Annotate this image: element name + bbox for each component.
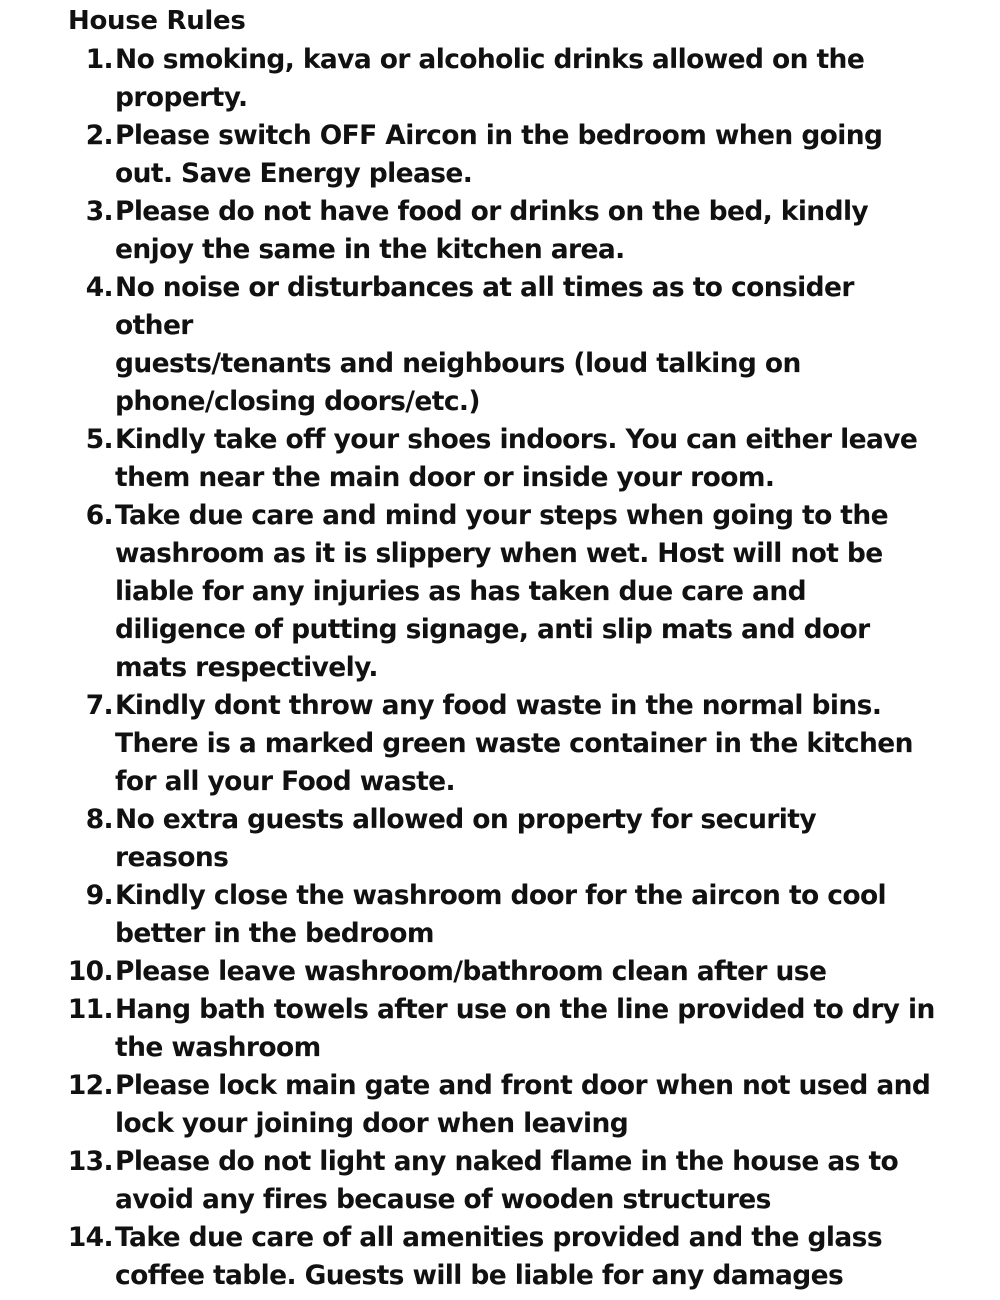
rule-text-line: diligence of putting signage, anti slip mats and door <box>115 614 870 645</box>
rule-text-line: for all your Food waste. <box>115 766 456 797</box>
rule-number: 9. <box>85 880 113 911</box>
rule-text-line: Please leave washroom/bathroom clean after use <box>115 956 827 987</box>
rule-item <box>0 1219 1000 1295</box>
rule-text-line: avoid any fires because of wooden structures <box>115 1184 771 1215</box>
rule-text-line: reasons <box>115 842 229 873</box>
rule-text-line: the washroom <box>115 1032 321 1063</box>
rule-text-line: them near the main door or inside your room. <box>115 462 775 493</box>
rule-number: 2. <box>85 120 113 151</box>
rule-text-line: better in the bedroom <box>115 918 434 949</box>
rule-number: 10. <box>67 956 113 987</box>
rule-text <box>115 497 937 687</box>
rule-number: 6. <box>85 500 113 531</box>
rule-text <box>115 1143 937 1219</box>
rule-text-line: lock your joining door when leaving <box>115 1108 629 1139</box>
rule-item <box>0 41 1000 117</box>
rule-text-line: liable for any injuries as has taken due care and <box>115 576 806 607</box>
rule-number: 8. <box>85 804 113 835</box>
rule-text-line: Take due care and mind your steps when going to the <box>115 500 889 531</box>
rule-number: 11. <box>67 994 113 1025</box>
rule-text <box>115 421 937 497</box>
rule-text-line: out. Save Energy please. <box>115 158 473 189</box>
rule-text-line: Take due care of all amenities provided and the glass <box>115 1222 883 1253</box>
rule-text-line: No noise or disturbances at all times as to consider other <box>115 272 854 341</box>
rule-number: 1. <box>85 44 113 75</box>
rule-text-line: property. <box>115 82 248 113</box>
rule-item <box>0 991 1000 1067</box>
rule-number: 7. <box>85 690 113 721</box>
rule-item <box>0 687 1000 801</box>
rule-item <box>0 877 1000 953</box>
rule-number: 5. <box>85 424 113 455</box>
rule-text-line: coffee table. Guests will be liable for any damages <box>115 1260 844 1291</box>
rules-list <box>0 41 1000 1295</box>
rule-item <box>0 269 1000 421</box>
rule-text-line: No smoking, kava or alcoholic drinks allowed on the <box>115 44 865 75</box>
rule-text <box>115 991 937 1067</box>
rule-item <box>0 497 1000 687</box>
rule-item <box>0 421 1000 497</box>
rule-text <box>115 117 937 193</box>
rule-text-line: Kindly take off your shoes indoors. You can either leave <box>115 424 918 455</box>
rule-text <box>115 41 937 117</box>
rule-text-line: Please do not have food or drinks on the bed, kindly <box>115 196 869 227</box>
rule-text-line: enjoy the same in the kitchen area. <box>115 234 625 265</box>
rule-text <box>115 953 937 991</box>
rule-text-line: Please do not light any naked flame in the house as to <box>115 1146 899 1177</box>
rule-number: 4. <box>85 272 113 303</box>
rule-item <box>0 1067 1000 1143</box>
rule-text-line: washroom as it is slippery when wet. Host will not be <box>115 538 883 569</box>
rule-text <box>115 877 937 953</box>
rule-text-line: mats respectively. <box>115 652 378 683</box>
rule-text-line: guests/tenants and neighbours (loud talking on <box>115 348 801 379</box>
rule-number: 13. <box>67 1146 113 1177</box>
rule-item <box>0 801 1000 877</box>
rule-text-line: There is a marked green waste container in the kitchen <box>115 728 913 759</box>
rule-text-line: phone/closing doors/etc.) <box>115 386 480 417</box>
rule-text <box>115 1219 937 1295</box>
rule-text-line: Hang bath towels after use on the line provided to dry in <box>115 994 935 1025</box>
rule-item <box>0 1143 1000 1219</box>
rule-text <box>115 269 937 421</box>
rule-text-line: No extra guests allowed on property for security <box>115 804 817 835</box>
page-title: House Rules <box>68 6 246 36</box>
rule-text-line: Kindly dont throw any food waste in the normal bins. <box>115 690 882 721</box>
rule-number: 3. <box>85 196 113 227</box>
rule-item <box>0 193 1000 269</box>
rule-text <box>115 801 937 877</box>
rule-number: 14. <box>67 1222 113 1253</box>
rule-text <box>115 193 937 269</box>
rule-text-line: Please switch OFF Aircon in the bedroom when going <box>115 120 883 151</box>
rule-text-line: Kindly close the washroom door for the aircon to cool <box>115 880 887 911</box>
rule-number: 12. <box>67 1070 113 1101</box>
rule-item <box>0 117 1000 193</box>
rule-text <box>115 687 937 801</box>
rule-text-line: Please lock main gate and front door when not used and <box>115 1070 931 1101</box>
rule-text <box>115 1067 937 1143</box>
rule-item <box>0 953 1000 991</box>
